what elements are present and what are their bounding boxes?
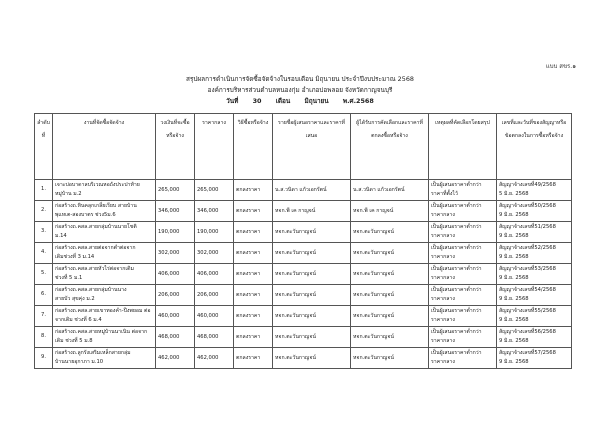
row-bidder	[273, 264, 351, 285]
row-method	[234, 180, 273, 201]
row-bidder-text: หจก.ตะวันกาญจน์	[275, 249, 316, 256]
row-contract-text-1: สัญญาจ้างเลขที่55/2568	[499, 308, 556, 314]
row-budget	[156, 327, 195, 348]
row-median-price	[195, 327, 234, 348]
row-winner	[351, 264, 429, 285]
row-item	[53, 264, 156, 285]
row-method-text: ตกลงราคา	[236, 207, 261, 214]
date-year: พ.ศ.2568	[342, 97, 374, 105]
row-item-text-2: ม.14	[55, 233, 67, 239]
row-contract	[497, 264, 572, 285]
row-budget-text: 460,000	[158, 312, 180, 319]
row-bidder	[273, 201, 351, 222]
row-item	[53, 348, 156, 369]
row-contract-text-2: 9 มิ.ย. 2568	[499, 254, 529, 260]
row-method-text: ตกลงราคา	[236, 249, 261, 256]
row-method-text: ตกลงราคา	[236, 186, 261, 193]
row-number	[35, 264, 53, 285]
row-item	[53, 180, 156, 201]
row-winner-text: หจก.ตะวันกาญจน์	[353, 354, 394, 361]
row-median-price-text: 206,000	[197, 291, 219, 298]
row-number	[35, 222, 53, 243]
row-budget-text: 462,000	[158, 354, 180, 361]
table-row	[35, 285, 572, 306]
row-contract-text-1: สัญญาจ้างเลขที่50/2568	[499, 203, 556, 209]
header-budget: วงเงินที่จะซื้อหรือจ้าง	[156, 114, 195, 180]
row-budget-text: 206,000	[158, 291, 180, 298]
row-median-price-text: 406,000	[197, 270, 219, 277]
row-contract-text-2: 9 มิ.ย. 2568	[499, 338, 529, 344]
row-reason	[429, 327, 497, 348]
row-number-text: 6.	[41, 291, 46, 297]
row-item-text-1: ก่อสร้างถ.คสล.สายหมู่บ้านนาเนิน ต่อจาก	[55, 329, 148, 335]
date-month: มิถุนายน	[304, 97, 329, 105]
row-budget	[156, 243, 195, 264]
row-bidder-text: หจก.พี เค กาญจน์	[275, 207, 316, 214]
row-number	[35, 285, 53, 306]
row-winner	[351, 327, 429, 348]
row-bidder	[273, 180, 351, 201]
row-median-price	[195, 264, 234, 285]
row-method-text: ตกลงราคา	[236, 291, 261, 298]
row-winner	[351, 201, 429, 222]
row-reason-text-1: เป็นผู้เสนอราคาต่ำกว่า	[431, 329, 482, 335]
row-budget	[156, 348, 195, 369]
row-number-text: 3.	[41, 228, 46, 234]
row-reason-text-1: เป็นผู้เสนอราคาต่ำกว่า	[431, 308, 482, 314]
row-reason-text-1: เป็นผู้เสนอราคาต่ำกว่า	[431, 266, 482, 272]
row-method	[234, 264, 273, 285]
row-contract	[497, 243, 572, 264]
row-reason	[429, 222, 497, 243]
row-budget-text: 265,000	[158, 186, 180, 193]
row-item-text-1: ก่อสร้างถ.หินคลุกเกลี่ยเรียบ สายบ้าน	[55, 203, 137, 209]
row-item	[53, 306, 156, 327]
row-budget	[156, 306, 195, 327]
row-contract-text-2: 9 มิ.ย. 2568	[499, 359, 529, 365]
row-contract	[497, 201, 572, 222]
table-header-row	[35, 114, 572, 180]
row-reason-text-2: ราคากลาง	[431, 338, 455, 344]
header-method: วิธีซื้อหรือจ้าง	[234, 114, 273, 180]
row-reason-text-2: ราคากลาง	[431, 296, 455, 302]
row-median-price	[195, 180, 234, 201]
row-winner-text: หจก.ตะวันกาญจน์	[353, 312, 394, 319]
row-winner-text: หจก.ตะวันกาญจน์	[353, 291, 394, 298]
header-contract: เลขที่และวันที่ของสัญญาหรือข้อตกลงในการซื้อหรือจ้าง	[497, 114, 572, 180]
row-winner	[351, 306, 429, 327]
row-item-text-2: เดิม ช่วงที่ 5 ม.8	[55, 338, 93, 344]
row-contract-text-1: สัญญาจ้างเลขที่49/2568	[499, 182, 556, 188]
row-median-price	[195, 285, 234, 306]
row-reason-text-1: เป็นผู้เสนอราคาต่ำกว่า	[431, 245, 482, 251]
header-winner: ผู้ได้รับการคัดเลือกและราคาที่ตกลงซื้อหรือจ้าง	[351, 114, 429, 180]
table-row	[35, 264, 572, 285]
row-item-text-1: ก่อสร้างถ.คสล.สายกลุ่มบ้านนายโชติ	[55, 224, 137, 230]
row-method-text: ตกลงราคา	[236, 270, 261, 277]
row-median-price-text: 468,000	[197, 333, 219, 340]
row-winner	[351, 285, 429, 306]
row-contract-text-1: สัญญาจ้างเลขที่53/2568	[499, 266, 556, 272]
row-winner	[351, 222, 429, 243]
row-number	[35, 306, 53, 327]
row-item-text-2: บ้านนายอุกาภา ม.10	[55, 359, 104, 365]
form-code: แบบ สขร.๑	[545, 63, 576, 70]
row-reason	[429, 285, 497, 306]
row-reason	[429, 243, 497, 264]
row-number-text: 4.	[41, 249, 46, 255]
row-item	[53, 243, 156, 264]
row-winner	[351, 180, 429, 201]
table-row	[35, 306, 572, 327]
date-day: 30	[252, 97, 262, 105]
row-winner	[351, 348, 429, 369]
row-method-text: ตกลงราคา	[236, 312, 261, 319]
row-method	[234, 222, 273, 243]
row-median-price-text: 265,000	[197, 186, 219, 193]
row-bidder-text: หจก.ตะวันกาญจน์	[275, 312, 316, 319]
row-item-text-1: ก่อสร้างถ.คสล.สายกลุ่มบ้านนาง	[55, 287, 127, 293]
row-contract-text-2: 9 มิ.ย. 2568	[499, 275, 529, 281]
row-reason-text-1: เป็นผู้เสนอราคาต่ำกว่า	[431, 224, 482, 230]
row-item-text-1: ก่อสร้างถ.คสล.สายต่อจากตำต่อจาก	[55, 245, 136, 251]
table-row	[35, 222, 572, 243]
row-contract	[497, 327, 572, 348]
row-median-price-text: 462,000	[197, 354, 219, 361]
header-reason: เหตุผลที่คัดเลือกโดยสรุป	[429, 114, 497, 180]
row-bidder-text: หจก.ตะวันกาญจน์	[275, 228, 316, 235]
row-median-price	[195, 201, 234, 222]
row-number	[35, 327, 53, 348]
row-item-text-2: สายบัว สุขคุ่ง ม.2	[55, 296, 95, 302]
row-winner-text: หจก.ตะวันกาญจน์	[353, 333, 394, 340]
row-reason-text-2: ราคากลาง	[431, 275, 455, 281]
row-reason	[429, 264, 497, 285]
row-bidder-text: น.ส.วนิดา แก้วเอกรัตน์	[275, 186, 327, 193]
row-item-text-1: เจาะบ่อบาดาลบริเวณหอถังประปาท้าย	[55, 182, 140, 188]
row-number-text: 7.	[41, 312, 46, 318]
row-budget-text: 190,000	[158, 228, 180, 235]
document-title	[0, 74, 600, 107]
row-reason-text-2: ราคากลาง	[431, 359, 455, 365]
row-method	[234, 306, 273, 327]
row-item-text-2: พุแหเต-สองบาตร ช่วง5ม.6	[55, 212, 116, 218]
row-median-price	[195, 306, 234, 327]
row-contract-text-1: สัญญาจ้างเลขที่56/2568	[499, 329, 556, 335]
row-item-text-1: ก่อสร้างถ.คสล.สายหัวไร่ต่อจากเดิม	[55, 266, 134, 272]
table-row	[35, 327, 572, 348]
row-contract-text-2: 9 มิ.ย. 2568	[499, 317, 529, 323]
row-reason-text-2: ราคากลาง	[431, 212, 455, 218]
row-reason	[429, 201, 497, 222]
row-winner-text: หจก.ตะวันกาญจน์	[353, 228, 394, 235]
row-number	[35, 348, 53, 369]
row-contract-text-1: สัญญาจ้างเลขที่51/2568	[499, 224, 556, 230]
row-item-text-2: หมู่บ้าน ม.2	[55, 191, 82, 197]
row-method	[234, 327, 273, 348]
header-bidders: รายชื่อผู้เสนอราคาและราคาที่เสนอ	[273, 114, 351, 180]
row-budget	[156, 201, 195, 222]
row-item-text-2: เดิมช่วงที่ 3 ม.14	[55, 254, 95, 260]
row-median-price-text: 460,000	[197, 312, 219, 319]
row-number-text: 1.	[41, 186, 46, 192]
row-median-price	[195, 222, 234, 243]
row-bidder-text: หจก.ตะวันกาญจน์	[275, 291, 316, 298]
row-contract-text-1: สัญญาจ้างเลขที่57/2568	[499, 350, 556, 356]
row-reason-text-2: ราคาที่ตั้งไว้	[431, 191, 458, 197]
header-item: งานที่จัดซื้อจัดจ้าง	[53, 114, 156, 180]
row-bidder-text: หจก.ตะวันกาญจน์	[275, 354, 316, 361]
row-bidder	[273, 348, 351, 369]
title-date-line	[0, 96, 600, 107]
row-median-price	[195, 243, 234, 264]
row-bidder	[273, 306, 351, 327]
row-item-text-2: จากเดิม ช่วงที่ 6 ม.4	[55, 317, 102, 323]
row-contract-text-2: 9 มิ.ย. 2568	[499, 233, 529, 239]
row-bidder	[273, 243, 351, 264]
table-row	[35, 243, 572, 264]
row-median-price-text: 190,000	[197, 228, 219, 235]
row-median-price	[195, 348, 234, 369]
row-budget-text: 302,000	[158, 249, 180, 256]
row-reason-text-2: ราคากลาง	[431, 233, 455, 239]
row-number-text: 9.	[41, 354, 46, 360]
row-number	[35, 243, 53, 264]
row-item-text-2: ช่วงที่ 5 ม.1	[55, 275, 83, 281]
row-winner-text: หจก.ตะวันกาญจน์	[353, 270, 394, 277]
row-reason-text-2: ราคากลาง	[431, 317, 455, 323]
row-method	[234, 201, 273, 222]
row-bidder-text: หจก.ตะวันกาญจน์	[275, 333, 316, 340]
header-median-price: ราคากลาง	[195, 114, 234, 180]
row-contract-text-2: 5 มิ.ย. 2568	[499, 191, 529, 197]
row-winner-text: น.ส.วนิดา แก้วเอกรัตน์	[353, 186, 405, 193]
row-item	[53, 285, 156, 306]
row-budget	[156, 264, 195, 285]
title-line-2: องค์การบริหารส่วนตำบลหนองกุ่ม อำเภอบ่อพลอย จังหวัดกาญจนบุรี	[207, 86, 393, 94]
header-no: ลำดับ ที่	[35, 114, 53, 180]
row-reason	[429, 348, 497, 369]
row-budget	[156, 222, 195, 243]
row-budget-text: 406,000	[158, 270, 180, 277]
row-method	[234, 348, 273, 369]
row-reason-text-1: เป็นผู้เสนอราคาต่ำกว่า	[431, 350, 482, 356]
row-contract	[497, 348, 572, 369]
table-row	[35, 180, 572, 201]
row-budget-text: 468,000	[158, 333, 180, 340]
row-reason-text-1: เป็นผู้เสนอราคาต่ำกว่า	[431, 287, 482, 293]
title-line-1: สรุปผลการดำเนินการจัดซื้อจัดจ้างในรอบเดือน มิถุนายน ประจำปีงบประมาณ 2568	[186, 75, 414, 83]
row-number	[35, 180, 53, 201]
row-bidder	[273, 222, 351, 243]
row-item	[53, 201, 156, 222]
row-contract	[497, 180, 572, 201]
procurement-table	[34, 113, 572, 369]
row-reason	[429, 306, 497, 327]
row-contract-text-1: สัญญาจ้างเลขที่52/2568	[499, 245, 556, 251]
row-item-text-1: ก่อสร้างถ.ลูกรังเสริมเหล็กสายกลุ่ม	[55, 350, 131, 356]
row-contract-text-2: 9 มิ.ย. 2568	[499, 296, 529, 302]
date-month-label: เดือน	[275, 97, 291, 105]
row-number-text: 2.	[41, 207, 46, 213]
row-method	[234, 243, 273, 264]
row-item-text-1: ก่อสร้างถ.คสล.สายเขาทองคำ-ปีงพยอม ต่อ	[55, 308, 151, 314]
row-method	[234, 285, 273, 306]
row-median-price-text: 346,000	[197, 207, 219, 214]
row-winner-text: หจก.พี เค กาญจน์	[353, 207, 394, 214]
row-winner-text: หจก.ตะวันกาญจน์	[353, 249, 394, 256]
row-method-text: ตกลงราคา	[236, 354, 261, 361]
row-number	[35, 201, 53, 222]
row-number-text: 5.	[41, 270, 46, 276]
row-reason	[429, 180, 497, 201]
row-contract	[497, 306, 572, 327]
row-contract	[497, 222, 572, 243]
row-bidder	[273, 327, 351, 348]
row-bidder-text: หจก.ตะวันกาญจน์	[275, 270, 316, 277]
row-reason-text-2: ราคากลาง	[431, 254, 455, 260]
row-budget	[156, 180, 195, 201]
row-reason-text-1: เป็นผู้เสนอราคาต่ำกว่า	[431, 203, 482, 209]
row-median-price-text: 302,000	[197, 249, 219, 256]
row-number-text: 8.	[41, 333, 46, 339]
row-method-text: ตกลงราคา	[236, 333, 261, 340]
row-budget-text: 346,000	[158, 207, 180, 214]
date-label: วันที่	[226, 97, 239, 105]
table-row	[35, 201, 572, 222]
row-item	[53, 222, 156, 243]
row-winner	[351, 243, 429, 264]
row-budget	[156, 285, 195, 306]
row-method-text: ตกลงราคา	[236, 228, 261, 235]
table-row	[35, 348, 572, 369]
row-contract-text-2: 9 มิ.ย. 2568	[499, 212, 529, 218]
row-contract	[497, 285, 572, 306]
row-item	[53, 327, 156, 348]
row-contract-text-1: สัญญาจ้างเลขที่54/2568	[499, 287, 556, 293]
row-bidder	[273, 285, 351, 306]
row-reason-text-1: เป็นผู้เสนอราคาต่ำกว่า	[431, 182, 482, 188]
